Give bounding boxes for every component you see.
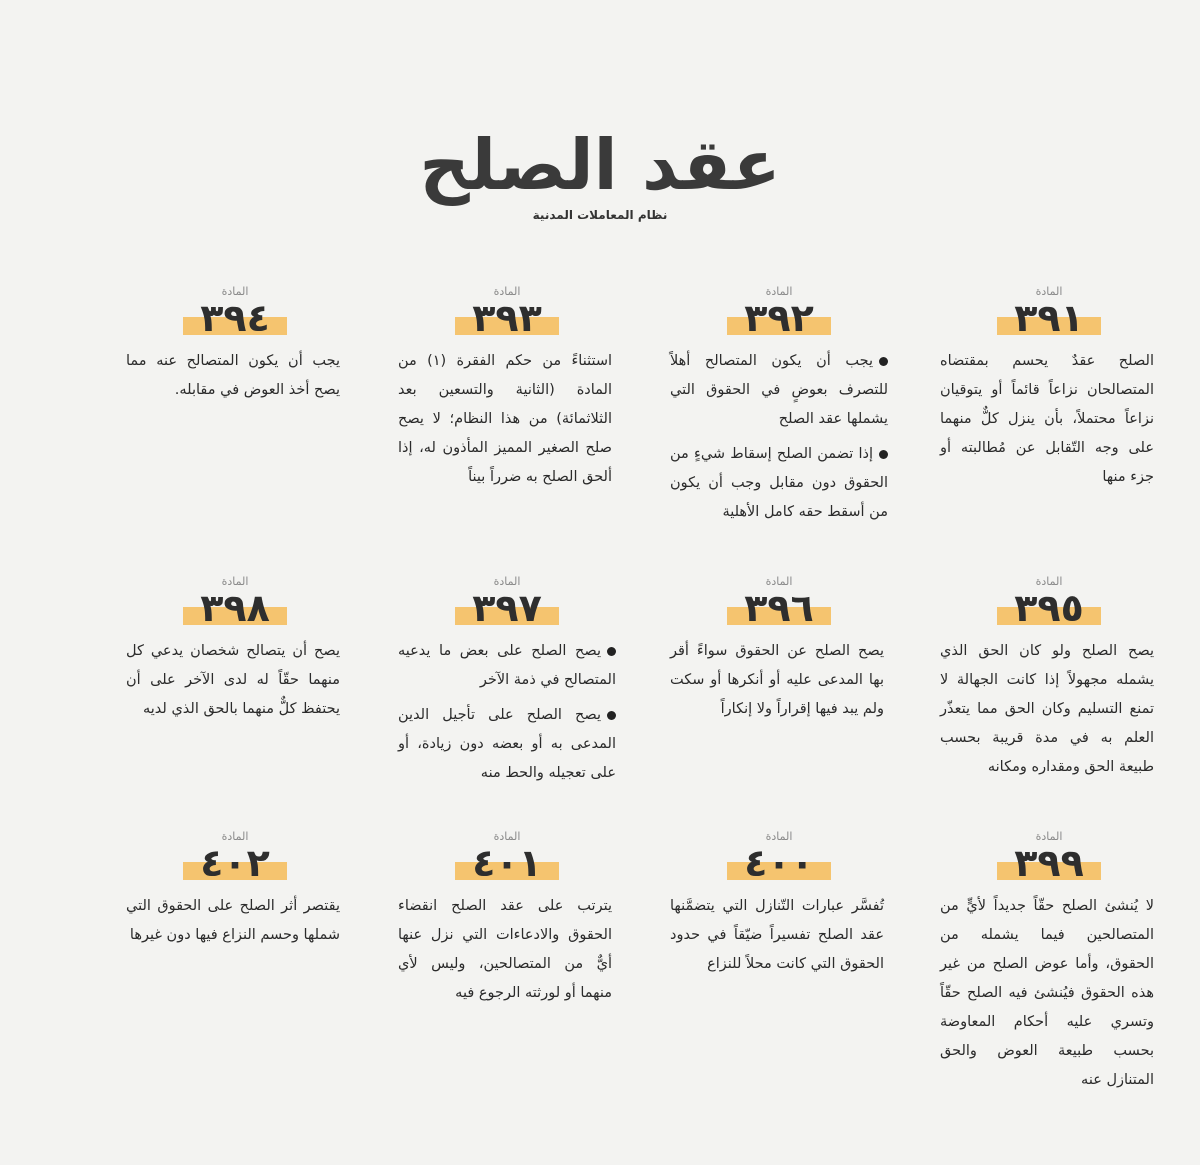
article-number: ٣٩٥ <box>1014 586 1084 630</box>
article-number: ٣٩٧ <box>472 586 542 630</box>
article-number: ٣٩٨ <box>200 586 270 630</box>
article-label: المادة <box>1035 285 1063 298</box>
bullet-dot-icon <box>879 450 888 459</box>
article-402 <box>126 830 344 950</box>
bullet-text: يجب أن يكون المتصالح أهلاً للتصرف بعوضٍ في الحقوق التي يشملها عقد الصلح <box>670 353 888 427</box>
article-label: المادة <box>765 830 793 843</box>
article-text: استثناءً من حكم الفقرة (١) من المادة (الثانية والتسعين بعد الثلاثمائة) من هذا النظام؛ لا يصح صلح الصغير المميز المأذون له، إذا ألحق الصلح به ضرراً بيناً <box>398 353 612 485</box>
article-number-box <box>126 841 344 885</box>
page-title: عقد الصلح <box>419 124 781 206</box>
bullet-item <box>398 701 616 788</box>
article-label: المادة <box>221 575 249 588</box>
article-label: المادة <box>1035 575 1063 588</box>
bullet-dot-icon <box>607 711 616 720</box>
article-number-box <box>940 841 1158 885</box>
bullet-item <box>670 347 888 434</box>
article-number: ٤٠٠ <box>744 841 814 885</box>
article-392 <box>670 285 888 533</box>
article-text: الصلح عقدٌ يحسم بمقتضاه المتصالحان نزاعاً قائماً أو يتوقيان نزاعاً محتملاً، بأن ينزل كلٌّ منهما على وجه التّقابل عن مُطالبته أو جزء منها <box>940 353 1154 485</box>
article-number-box <box>398 296 616 340</box>
article-number: ٣٩٣ <box>472 296 542 340</box>
article-number: ٣٩٩ <box>1014 841 1084 885</box>
article-bullet-list <box>670 347 888 527</box>
article-400 <box>670 830 888 979</box>
article-number-box <box>398 841 616 885</box>
article-label: المادة <box>765 285 793 298</box>
article-395 <box>940 575 1158 782</box>
bullet-item <box>398 637 616 695</box>
article-label: المادة <box>493 575 521 588</box>
article-text: لا يُنشئ الصلح حقّاً جديداً لأيٍّ من المتصالحين فيما يشمله من الحقوق، وأما عوض الصلح من غير هذه الحقوق فيُنشئ فيه الصلح حقّاً وتسري عليه أحكام المعاوضة بحسب طبيعة العوض والحق المتنازل عنه <box>940 898 1154 1088</box>
article-number-box <box>126 296 344 340</box>
article-label: المادة <box>1035 830 1063 843</box>
article-number: ٣٩١ <box>1014 296 1084 340</box>
article-text: يجب أن يكون المتصالح عنه مما يصح أخذ العوض في مقابله. <box>126 353 340 398</box>
page-subtitle: نظام المعاملات المدنية <box>532 208 668 222</box>
article-393 <box>398 285 616 492</box>
article-396 <box>670 575 888 724</box>
article-text: يصح أن يتصالح شخصان يدعي كل منهما حقّاً له لدى الآخر على أن يحتفظ كلٌّ منهما بالحق الذي لديه <box>126 643 340 717</box>
article-401 <box>398 830 616 1008</box>
article-number: ٣٩٤ <box>200 296 270 340</box>
article-number-box <box>940 296 1158 340</box>
article-text: يصح الصلح ولو كان الحق الذي يشمله مجهولاً إذا كانت الجهالة لا تمنع التسليم وكان الحق مما يتعذّر العلم به في مدة قريبة بحسب طبيعة الحق ومقداره ومكانه <box>940 643 1154 775</box>
article-number: ٤٠٢ <box>200 841 270 885</box>
article-number-box <box>126 586 344 630</box>
article-label: المادة <box>493 285 521 298</box>
article-label: المادة <box>221 285 249 298</box>
bullet-text: يصح الصلح على بعض ما يدعيه المتصالح في ذمة الآخر <box>398 643 616 688</box>
article-number-box <box>940 586 1158 630</box>
article-399 <box>940 830 1158 1095</box>
bullet-text: إذا تضمن الصلح إسقاط شيءٍ من الحقوق دون مقابل وجب أن يكون من أسقط حقه كامل الأهلية <box>670 446 888 520</box>
article-number: ٤٠١ <box>472 841 542 885</box>
article-label: المادة <box>221 830 249 843</box>
article-number-box <box>398 586 616 630</box>
article-text: يترتب على عقد الصلح انقضاء الحقوق والادعاءات التي نزل عنها أيٌّ من المتصالحين، وليس لأي منهما أو لورثته الرجوع فيه <box>398 898 612 1001</box>
bullet-dot-icon <box>879 357 888 366</box>
article-text: يقتصر أثر الصلح على الحقوق التي شملها وحسم النزاع فيها دون غيرها <box>126 898 340 943</box>
article-391 <box>940 285 1158 492</box>
article-bullet-list <box>398 637 616 788</box>
article-number-box <box>670 841 888 885</box>
article-label: المادة <box>493 830 521 843</box>
article-394 <box>126 285 344 405</box>
article-number: ٣٩٦ <box>744 586 814 630</box>
bullet-item <box>670 440 888 527</box>
article-number-box <box>670 296 888 340</box>
article-number: ٣٩٢ <box>744 296 814 340</box>
article-number-box <box>670 586 888 630</box>
bullet-dot-icon <box>607 647 616 656</box>
article-397 <box>398 575 616 794</box>
article-398 <box>126 575 344 724</box>
article-text: تُفسَّر عبارات التّنازل التي يتضمَّنها عقد الصلح تفسيراً ضيّقاً في حدود الحقوق التي كانت محلاً للنزاع <box>670 898 884 972</box>
article-label: المادة <box>765 575 793 588</box>
article-text: يصح الصلح عن الحقوق سواءً أقر بها المدعى عليه أو أنكرها أو سكت ولم يبد فيها إقراراً ولا إنكاراً <box>670 643 884 717</box>
bullet-text: يصح الصلح على تأجيل الدين المدعى به أو بعضه دون زيادة، أو على تعجيله والحط منه <box>398 707 616 781</box>
